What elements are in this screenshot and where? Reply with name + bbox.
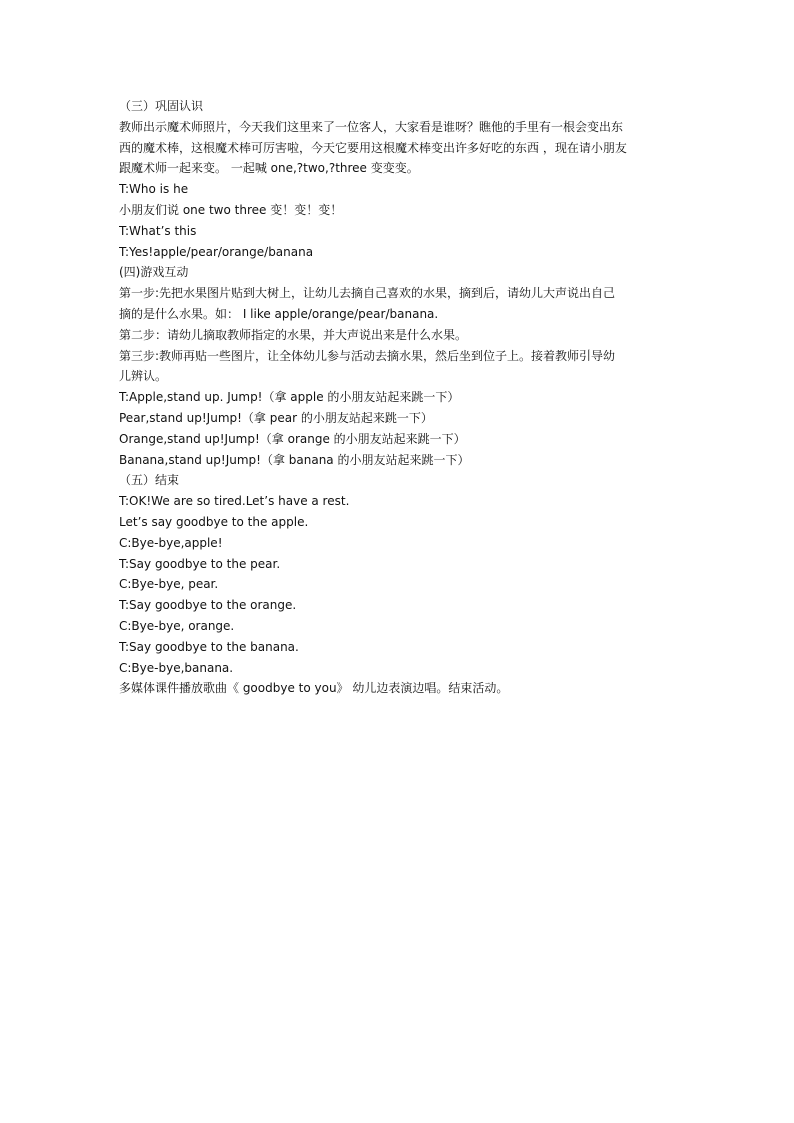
paragraph-line: 多媒体课件播放歌曲《 goodbye to you》 幼儿边表演边唱。结束活动。: [119, 681, 509, 696]
dialogue-line: 小朋友们说 one two three 变！变！变！: [119, 202, 343, 217]
dialogue-line: Banana,stand up!Jump!（拿 banana 的小朋友站起来跳一下）: [119, 452, 470, 467]
section-heading-ending: （五）结束: [119, 473, 180, 488]
dialogue-line: T:Yes!apple/pear/orange/banana: [119, 244, 314, 259]
dialogue-line: T:What’s this: [119, 223, 197, 238]
paragraph-line: 摘的是什么水果。如： I like apple/orange/pear/banana.: [119, 306, 439, 321]
document-body: [119, 96, 679, 699]
paragraph-line: 跟魔术师一起来变。 一起喊 one,?two,?three 变变变。: [119, 161, 419, 176]
dialogue-line: T:OK!We are so tired.Let’s have a rest.: [119, 494, 350, 509]
dialogue-line: C:Bye-bye,banana.: [119, 660, 234, 675]
dialogue-line: C:Bye-bye, orange.: [119, 618, 235, 633]
dialogue-line: T:Say goodbye to the banana.: [119, 639, 299, 654]
dialogue-line: C:Bye-bye,apple!: [119, 535, 223, 550]
section-heading-game: (四)游戏互动: [119, 265, 189, 280]
paragraph-line: 西的魔术棒，这根魔术棒可厉害啦，今天它要用这根魔术棒变出许多好吃的东西 ，现在请小朋友: [119, 140, 627, 155]
dialogue-line: Let’s say goodbye to the apple.: [119, 514, 309, 529]
dialogue-line: Pear,stand up!Jump!（拿 pear 的小朋友站起来跳一下）: [119, 410, 433, 425]
section-heading-consolidate: （三）巩固认识: [119, 99, 204, 113]
dialogue-line: C:Bye-bye, pear.: [119, 577, 219, 592]
paragraph-line: 第三步:教师再贴一些图片，让全体幼儿参与活动去摘水果，然后坐到位子上。接着教师引导幼: [119, 348, 616, 363]
dialogue-line: T:Say goodbye to the pear.: [119, 556, 281, 571]
paragraph-line: 第二步：请幼儿摘取教师指定的水果，并大声说出来是什么水果。: [119, 327, 468, 342]
dialogue-line: T:Say goodbye to the orange.: [119, 598, 297, 613]
paragraph-line: 儿辨认。: [119, 369, 168, 384]
paragraph-line: 教师出示魔术师照片，今天我们这里来了一位客人，大家看是谁呀？瞧他的手里有一根会变出东: [119, 119, 624, 134]
dialogue-line: Orange,stand up!Jump!（拿 orange 的小朋友站起来跳一下）: [119, 431, 466, 446]
dialogue-line: T:Apple,stand up. Jump!（拿 apple 的小朋友站起来跳一下）: [119, 390, 460, 405]
paragraph-line: 第一步:先把水果图片贴到大树上，让幼儿去摘自己喜欢的水果，摘到后，请幼儿大声说出自己: [119, 286, 616, 301]
dialogue-line: T:Who is he: [119, 182, 189, 197]
